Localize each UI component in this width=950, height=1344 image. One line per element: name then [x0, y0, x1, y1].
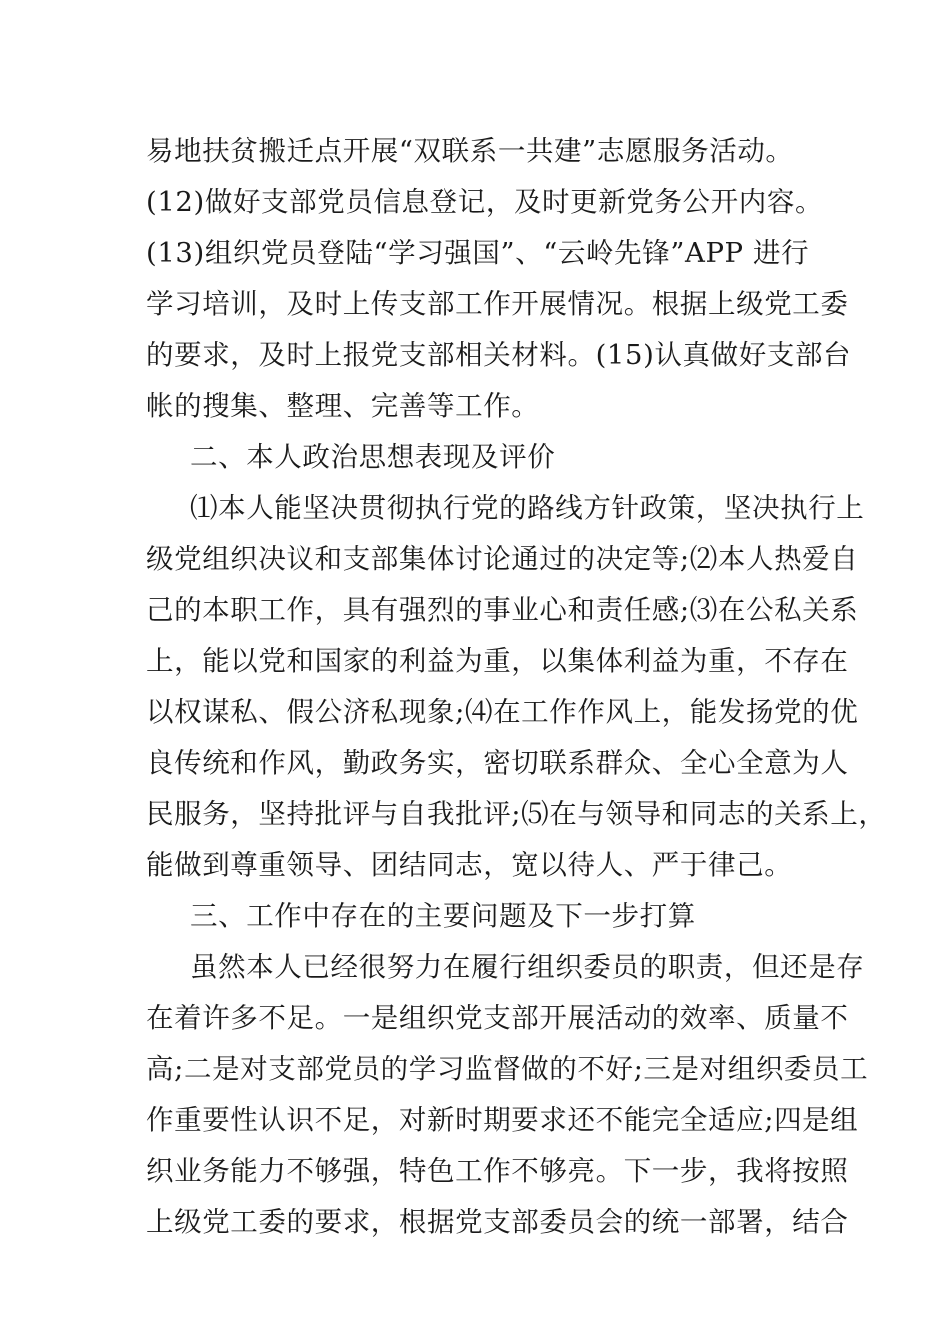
- text-line: 高;二是对支部党员的学习监督做的不好;三是对组织委员工: [146, 1053, 869, 1085]
- text-line: 织业务能力不够强，特色工作不够亮。下一步，我将按照: [146, 1155, 849, 1187]
- text-line: (12)做好支部党员信息登记，及时更新党务公开内容。: [146, 186, 824, 218]
- text-line: 能做到尊重领导、团结同志，宽以待人、严于律己。: [146, 849, 793, 881]
- text-line: 上级党工委的要求，根据党支部委员会的统一部署，结合: [146, 1206, 849, 1238]
- text-line: 上，能以党和国家的利益为重，以集体利益为重，不存在: [146, 645, 849, 677]
- text-line: 学习培训，及时上传支部工作开展情况。根据上级党工委: [146, 288, 849, 320]
- text-line: 帐的搜集、整理、完善等工作。: [146, 390, 540, 422]
- text-line: 以权谋私、假公济私现象;⑷在工作作风上，能发扬党的优: [146, 696, 859, 728]
- text-line: 良传统和作风，勤政务实，密切联系群众、全心全意为人: [146, 747, 849, 779]
- paragraph-start-line: 虽然本人已经很努力在履行组织委员的职责，但还是存: [190, 951, 865, 983]
- text-line: 民服务，坚持批评与自我批评;⑸在与领导和同志的关系上，: [146, 798, 887, 830]
- document-body: [146, 126, 887, 1248]
- text-line: 己的本职工作，具有强烈的事业心和责任感;⑶在公私关系: [146, 594, 859, 626]
- text-line: 作重要性认识不足，对新时期要求还不能完全适应;四是组: [146, 1104, 859, 1136]
- section-heading: 二、本人政治思想表现及评价: [190, 441, 556, 473]
- paragraph-start-line: ⑴本人能坚决贯彻执行党的路线方针政策，坚决执行上: [190, 492, 865, 524]
- text-line: (13)组织党员登陆“学习强国”、“云岭先锋”APP 进行: [146, 237, 810, 269]
- section-heading: 三、工作中存在的主要问题及下一步打算: [190, 900, 696, 932]
- text-line: 的要求，及时上报党支部相关材料。(15)认真做好支部台: [146, 339, 852, 371]
- text-line: 在着许多不足。一是组织党支部开展活动的效率、质量不: [146, 1002, 849, 1034]
- text-line: 级党组织决议和支部集体讨论通过的决定等;⑵本人热爱自: [146, 543, 859, 575]
- text-line: 易地扶贫搬迁点开展“双联系一共建”志愿服务活动。: [146, 135, 794, 167]
